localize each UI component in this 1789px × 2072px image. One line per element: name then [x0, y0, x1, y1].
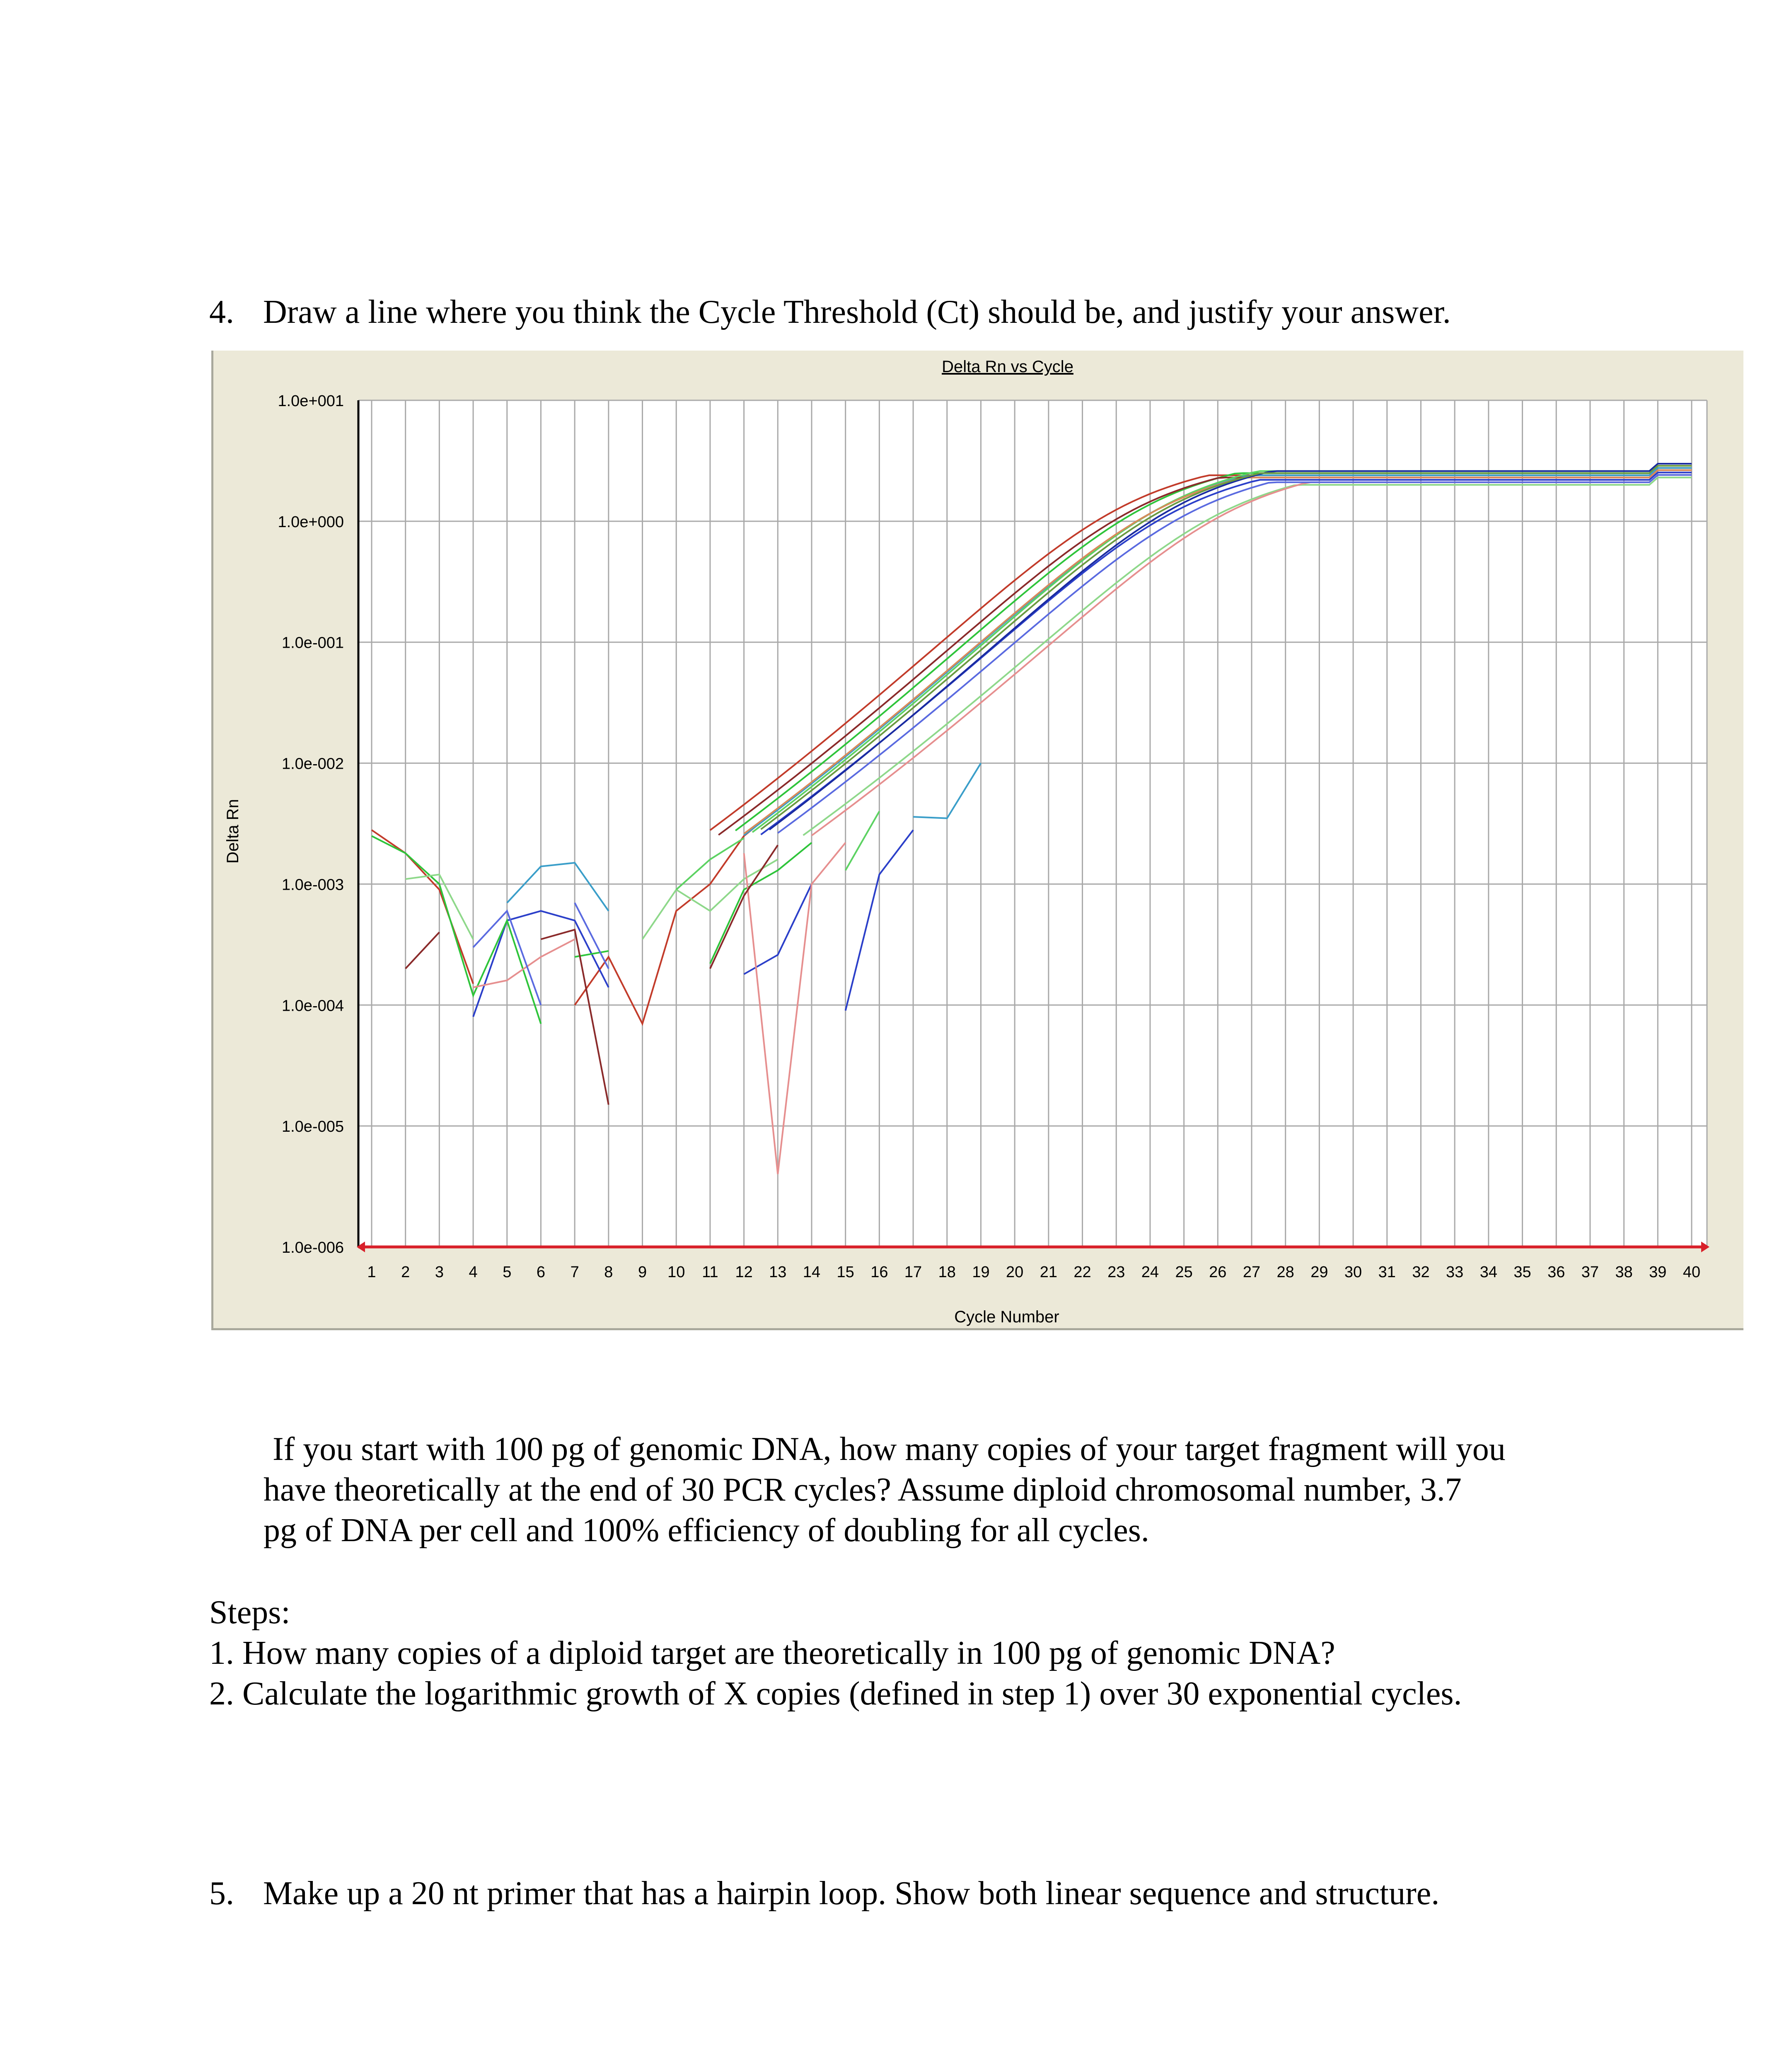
y-axis-label: Delta Rn — [224, 799, 242, 864]
y-tick-label: 1.0e-006 — [281, 1239, 344, 1256]
x-tick-label: 30 — [1344, 1264, 1362, 1281]
x-tick-label: 40 — [1683, 1264, 1701, 1281]
x-tick-label: 10 — [667, 1264, 685, 1281]
x-tick-label: 39 — [1649, 1264, 1667, 1281]
x-tick-label: 8 — [604, 1264, 613, 1281]
y-tick-label: 1.0e-005 — [281, 1118, 344, 1136]
x-tick-label: 32 — [1412, 1264, 1430, 1281]
question-4-number: 4. — [209, 294, 234, 330]
x-tick-label: 3 — [435, 1264, 444, 1281]
x-tick-label: 17 — [904, 1264, 922, 1281]
x-tick-label: 33 — [1446, 1264, 1464, 1281]
delta-rn-chart-panel — [211, 351, 1743, 1330]
question-5-text: Make up a 20 nt primer that has a hairpin loop. Show both linear sequence and structure. — [263, 1875, 1440, 1912]
x-tick-label: 2 — [401, 1264, 410, 1281]
y-tick-label: 1.0e-001 — [281, 634, 344, 652]
x-tick-label: 24 — [1141, 1264, 1159, 1281]
x-tick-label: 29 — [1310, 1264, 1328, 1281]
problem-line: pg of DNA per cell and 100% efficiency of doubling for all cycles. — [264, 1512, 1149, 1549]
plot-area — [358, 400, 1707, 1247]
x-tick-label: 36 — [1547, 1264, 1565, 1281]
x-tick-label: 22 — [1073, 1264, 1091, 1281]
y-tick-label: 1.0e-003 — [281, 876, 344, 894]
chart-title: Delta Rn vs Cycle — [942, 358, 1073, 376]
x-tick-label: 7 — [570, 1264, 579, 1281]
x-tick-label: 13 — [769, 1264, 787, 1281]
x-tick-label: 4 — [469, 1264, 478, 1281]
x-tick-label: 1 — [367, 1264, 376, 1281]
steps-section — [209, 1592, 1462, 1714]
y-tick-label: 1.0e+000 — [278, 513, 344, 531]
x-tick-label: 19 — [972, 1264, 990, 1281]
y-tick-label: 1.0e-002 — [281, 755, 344, 773]
question-5-number: 5. — [209, 1875, 234, 1912]
x-axis-label: Cycle Number — [954, 1308, 1059, 1326]
x-tick-label: 20 — [1006, 1264, 1024, 1281]
question-4-heading — [209, 292, 1451, 332]
x-tick-label: 11 — [702, 1264, 718, 1281]
x-tick-label: 34 — [1480, 1264, 1497, 1281]
step-item: 1. How many copies of a diploid target are theoretically in 100 pg of genomic DNA? — [209, 1635, 1335, 1671]
x-tick-label: 26 — [1209, 1264, 1227, 1281]
x-tick-label: 15 — [836, 1264, 854, 1281]
x-tick-label: 9 — [638, 1264, 647, 1281]
x-tick-label: 5 — [503, 1264, 512, 1281]
delta-rn-chart — [213, 351, 1743, 1328]
x-tick-label: 31 — [1378, 1264, 1396, 1281]
x-tick-label: 27 — [1243, 1264, 1261, 1281]
question-4-text: Draw a line where you think the Cycle Threshold (Ct) should be, and justify your answer. — [263, 294, 1451, 330]
question-5-heading — [209, 1873, 1439, 1914]
x-tick-label: 38 — [1615, 1264, 1633, 1281]
y-tick-labels — [278, 392, 344, 1256]
problem-line: If you start with 100 pg of genomic DNA, how many copies of your target fragment will you — [273, 1431, 1506, 1467]
pcr-copy-problem — [264, 1429, 1506, 1551]
x-tick-label: 28 — [1276, 1264, 1294, 1281]
x-tick-label: 25 — [1175, 1264, 1193, 1281]
y-tick-label: 1.0e+001 — [278, 392, 344, 410]
x-tick-label: 12 — [735, 1264, 753, 1281]
steps-title: Steps: — [209, 1594, 290, 1631]
x-tick-labels — [367, 1264, 1700, 1281]
x-tick-label: 21 — [1040, 1264, 1057, 1281]
x-tick-label: 35 — [1513, 1264, 1531, 1281]
x-tick-label: 14 — [803, 1264, 821, 1281]
x-tick-label: 37 — [1581, 1264, 1599, 1281]
x-tick-label: 6 — [536, 1264, 546, 1281]
step-item: 2. Calculate the logarithmic growth of X copies (defined in step 1) over 30 exponential cycles. — [209, 1675, 1462, 1712]
x-tick-label: 23 — [1107, 1264, 1125, 1281]
x-tick-label: 18 — [938, 1264, 956, 1281]
x-tick-label: 16 — [870, 1264, 888, 1281]
problem-line: have theoretically at the end of 30 PCR cycles? Assume diploid chromosomal number, 3.7 — [264, 1472, 1462, 1508]
y-tick-label: 1.0e-004 — [281, 997, 344, 1015]
